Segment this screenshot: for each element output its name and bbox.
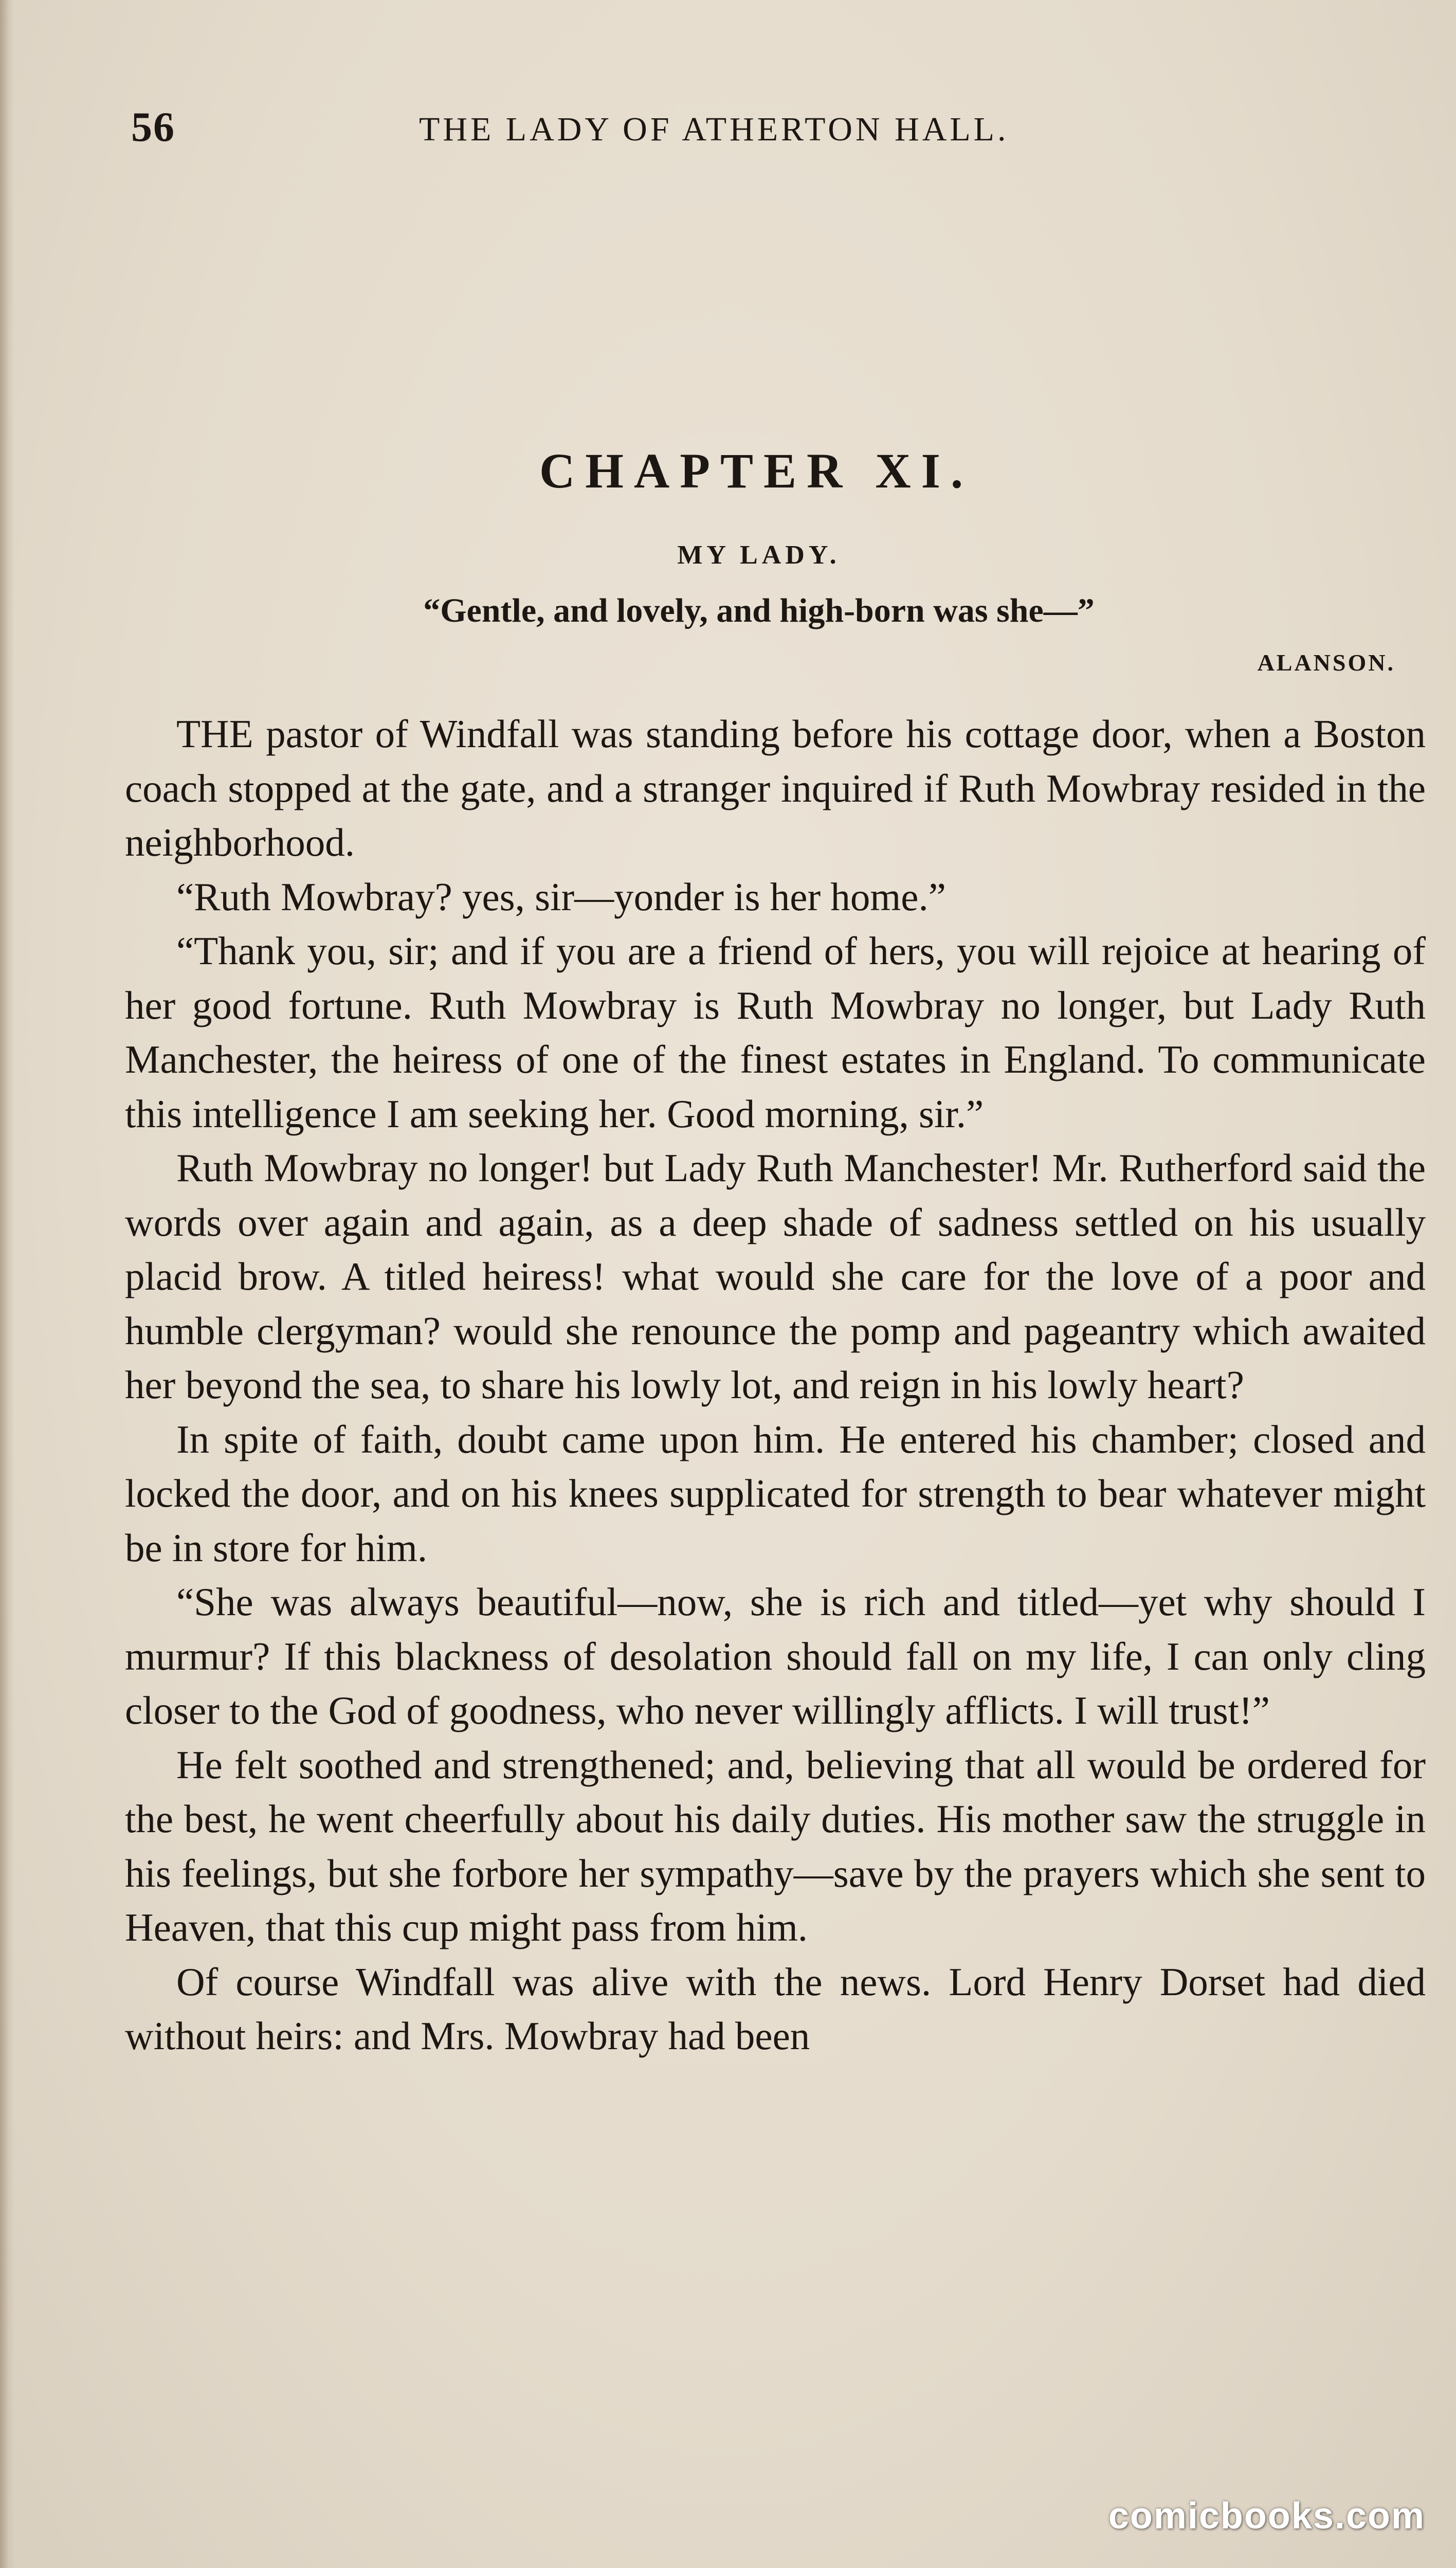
epigraph-author: ALANSON. — [1257, 649, 1395, 676]
chapter-subtitle: MY LADY. — [677, 540, 841, 570]
paragraph: Of course Windfall was alive with the news. Lord Henry Dorset had died without heirs: and Mrs. Mowbray had been — [125, 1959, 1426, 2058]
paragraph: “Thank you, sir; and if you are a friend of hers, you will rejoice at hearing of her good fortune. Ruth Mowbray is Ruth Mowbray no longer, but Lady Ruth Manchester, the heiress of one of the finest estates in England. To communicate this intelligence I am seeking her. Good morning, sir.” — [125, 929, 1426, 1136]
running-head: THE LADY OF ATHERTON HALL. — [419, 111, 1009, 148]
paragraph: Ruth Mowbray no longer! but Lady Ruth Manchester! Mr. Rutherford said the words over again and again, as a deep shade of sadness settled on his usually placid brow. A titled heiress! what would she care for the love of a poor and humble clergyman? would she renounce the pomp and pageantry which awaited her beyond the sea, to share his lowly lot, and reign in his lowly heart? — [125, 1146, 1426, 1407]
epigraph: “Gentle, and lovely, and high-born was she—” — [423, 592, 1095, 629]
chapter-title: CHAPTER XI. — [539, 443, 974, 498]
paragraph: In spite of faith, doubt came upon him. He entered his chamber; closed and locked the door, and on his knees supplicated for strength to bear whatever might be in store for him. — [125, 1417, 1426, 1570]
paragraph: “She was always beautiful—now, she is rich and titled—yet why should I murmur? If this blackness of desolation should fall on my life, I can only cling closer to the God of goodness, who never willingly afflicts. I will trust!” — [125, 1580, 1426, 1732]
paragraph: He felt soothed and strengthened; and, believing that all would be ordered for the best, he went cheerfully about his daily duties. His mother saw the struggle in his feelings, but she forbore her sympathy—save by the prayers which she sent to Heaven, that this cup might pass from him. — [125, 1742, 1426, 1949]
page-header — [131, 103, 1427, 159]
body-text — [125, 707, 1426, 2064]
paragraph: “Ruth Mowbray? yes, sir—yonder is her home.” — [176, 874, 946, 919]
watermark-logo: comicbooks.com — [1108, 2495, 1425, 2537]
page-number: 56 — [131, 103, 175, 150]
paragraph: THE pastor of Windfall was standing before his cottage door, when a Boston coach stopped at the gate, and a stranger inquired if Ruth Mowbray resided in the neighborhood. — [125, 712, 1426, 864]
page-binding-edge — [0, 0, 14, 2568]
